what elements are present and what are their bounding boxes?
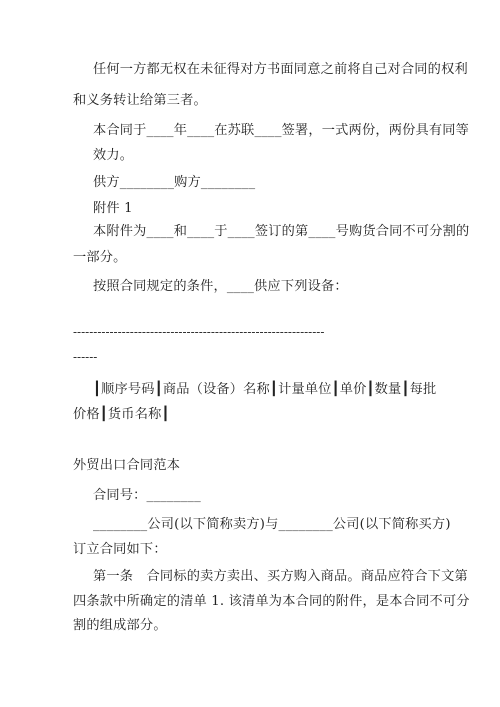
paragraph-line: 效力。	[93, 148, 134, 163]
table-header-line: 价格┃货币名称┃	[73, 407, 170, 422]
dashed-rule: ------	[73, 350, 98, 364]
appendix-heading: 附件 1	[93, 201, 133, 216]
paragraph-line: 本合同于____年____在苏联____签署，一式两份，两份具有同等	[93, 123, 470, 138]
paragraph-line: 按照合同规定的条件，____供应下列设备：	[93, 279, 348, 294]
signature-line: 供方________购方________	[93, 175, 256, 190]
paragraph-line: 订立合同如下：	[73, 542, 167, 557]
dashed-rule: --------------------------------------------------------------	[73, 325, 325, 339]
section-title: 外贸出口合同范本	[73, 458, 181, 473]
paragraph-line: 一部分。	[73, 250, 127, 265]
paragraph-line: ________公司(以下简称卖方)与________公司(以下简称买方)	[93, 517, 451, 532]
contract-number-line: 合同号：________	[93, 488, 201, 503]
paragraph-line: 四条款中所确定的清单 1. 该清单为本合同的附件，是本合同不可分	[73, 594, 470, 609]
paragraph-line: 和义务转让给第三者。	[73, 93, 207, 108]
article-line: 第一条 合同标的卖方卖出、买方购入商品。商品应符合下文第	[93, 569, 468, 584]
table-header-line: ┃顺序号码┃商品（设备）名称┃计量单位┃单价┃数量┃每批	[93, 382, 437, 397]
paragraph-line: 任何一方都无权在未征得对方书面同意之前将自己对合同的权利	[93, 62, 468, 77]
paragraph-line: 割的组成部分。	[73, 618, 167, 633]
paragraph-line: 本附件为____和____于____签订的第____号购货合同不可分割的	[93, 224, 470, 239]
